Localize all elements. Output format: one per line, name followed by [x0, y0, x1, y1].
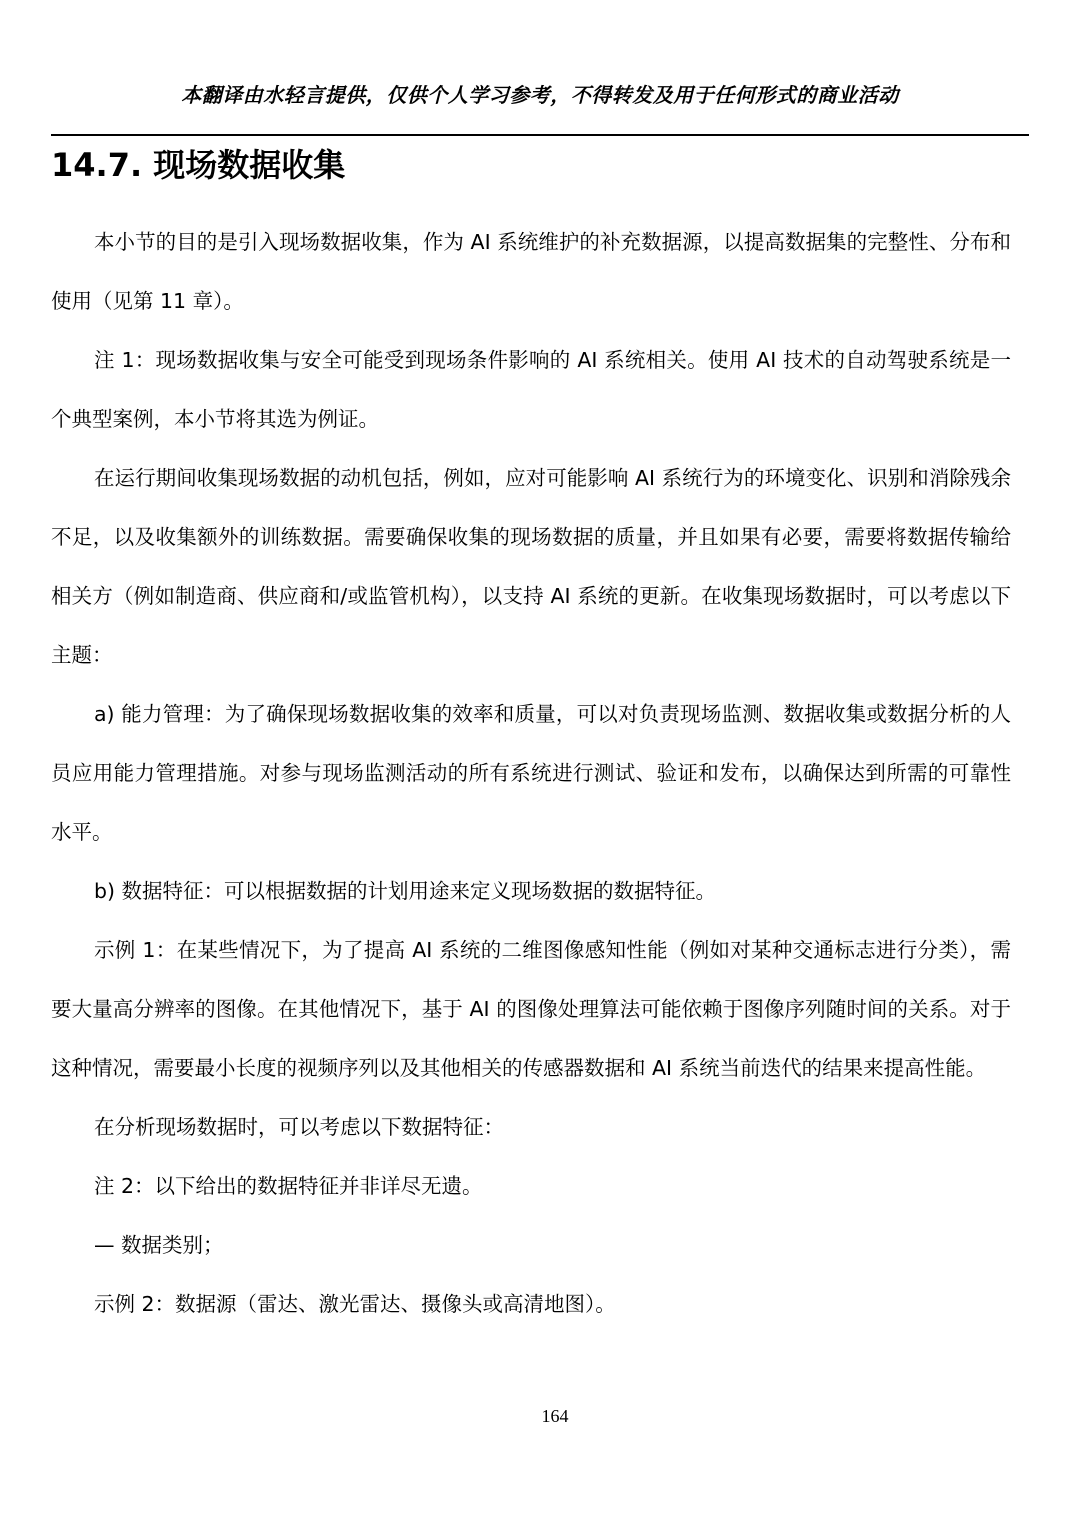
paragraph-item-b: b) 数据特征：可以根据数据的计划用途来定义现场数据的数据特征。 — [94, 879, 717, 903]
paragraph-analysis: 在分析现场数据时，可以考虑以下数据特征： — [94, 1115, 504, 1139]
paragraph-note-2: 注 2：以下给出的数据特征并非详尽无遗。 — [94, 1174, 483, 1198]
section-title: 14.7. 现场数据收集 — [51, 146, 346, 184]
header-notice: 本翻译由水轻言提供，仅供个人学习参考，不得转发及用于任何形式的商业活动 — [181, 83, 899, 107]
paragraph-data-category: — 数据类别； — [94, 1233, 224, 1257]
page-number: 164 — [541, 1406, 569, 1426]
paragraph-purpose: 本小节的目的是引入现场数据收集，作为 AI 系统维护的补充数据源，以提高数据集的完整性、分布和使用（见第 11 章）。 — [51, 230, 1011, 313]
paragraph-example-1: 示例 1：在某些情况下，为了提高 AI 系统的二维图像感知性能（例如对某种交通标志进行分类），需要大量高分辨率的图像。在其他情况下，基于 AI 的图像处理算法可能依赖于图像序列随时间的关系。对于这种情况，需要最小长度的视频序列以及其他相关的传感器数据和 AI 系统当前迭代的结果来提高性能。 — [51, 938, 1011, 1080]
header-divider — [51, 134, 1029, 136]
paragraph-note-1: 注 1：现场数据收集与安全可能受到现场条件影响的 AI 系统相关。使用 AI 技术的自动驾驶系统是一个典型案例，本小节将其选为例证。 — [51, 348, 1011, 431]
document-body — [51, 213, 1011, 1334]
paragraph-motivation: 在运行期间收集现场数据的动机包括，例如，应对可能影响 AI 系统行为的环境变化、识别和消除残余不足，以及收集额外的训练数据。需要确保收集的现场数据的质量，并且如果有必要，需要将数据传输给相关方（例如制造商、供应商和/或监管机构），以支持 AI 系统的更新。在收集现场数据时，可以考虑以下主题： — [51, 466, 1011, 667]
paragraph-example-2: 示例 2：数据源（雷达、激光雷达、摄像头或高清地图）。 — [94, 1292, 616, 1316]
paragraph-item-a: a) 能力管理：为了确保现场数据收集的效率和质量，可以对负责现场监测、数据收集或数据分析的人员应用能力管理措施。对参与现场监测活动的所有系统进行测试、验证和发布，以确保达到所需的可靠性水平。 — [51, 702, 1011, 844]
